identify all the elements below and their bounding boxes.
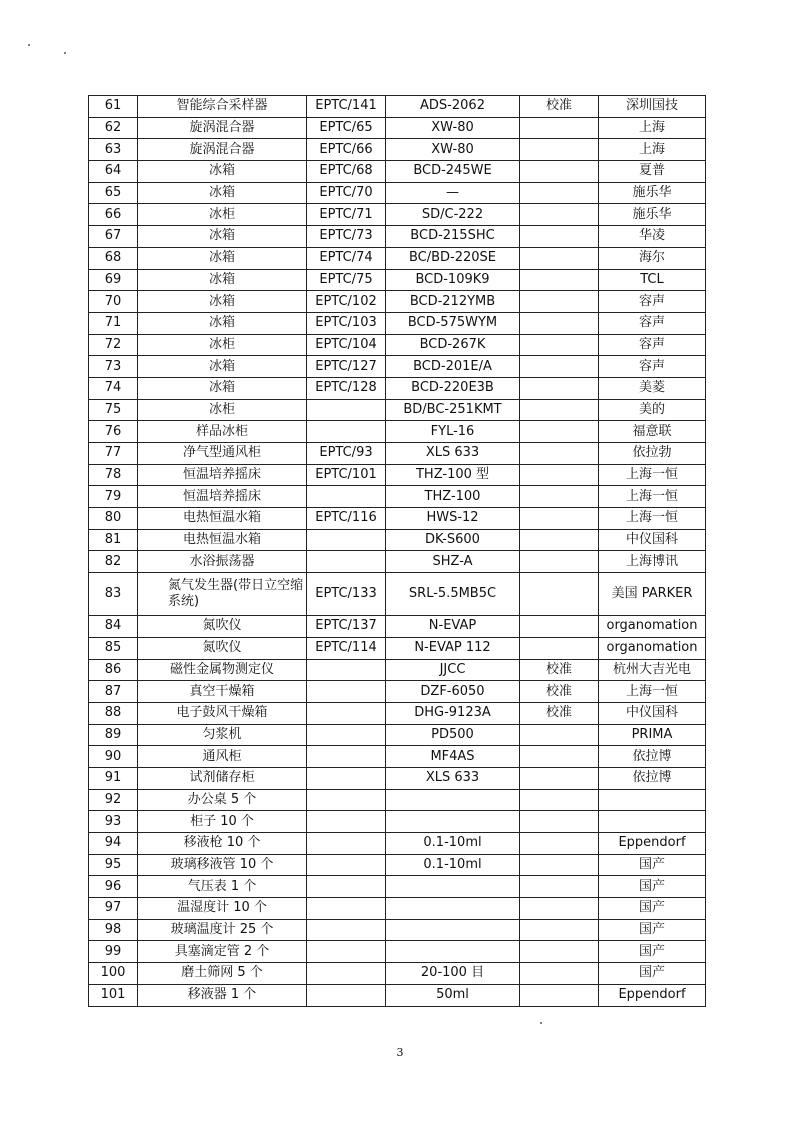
asset-code-cell [307,963,386,985]
model-cell: N-EVAP 112 [386,637,520,659]
asset-code-cell [307,702,386,724]
calibration-cell [520,356,599,378]
model-cell: ADS-2062 [386,96,520,118]
row-number-cell: 88 [89,702,138,724]
manufacturer-cell: 容声 [599,356,706,378]
asset-code-cell: EPTC/128 [307,377,386,399]
asset-code-cell [307,854,386,876]
row-number-cell: 95 [89,854,138,876]
calibration-cell [520,984,599,1006]
equipment-name-cell: 冰箱 [138,269,307,291]
equipment-name-cell: 冰箱 [138,356,307,378]
asset-code-cell: EPTC/127 [307,356,386,378]
calibration-cell: 校准 [520,96,599,118]
equipment-name-cell: 电热恒温水箱 [138,529,307,551]
row-number-cell: 76 [89,421,138,443]
calibration-cell [520,551,599,573]
manufacturer-cell: 上海一恒 [599,464,706,486]
calibration-cell [520,291,599,313]
model-cell: 0.1-10ml [386,833,520,855]
equipment-name-cell: 水浴振荡器 [138,551,307,573]
asset-code-cell [307,984,386,1006]
calibration-cell [520,789,599,811]
equipment-name-cell: 氮吹仪 [138,616,307,638]
calibration-cell [520,573,599,616]
model-cell [386,789,520,811]
equipment-name-cell: 冰箱 [138,226,307,248]
calibration-cell [520,963,599,985]
table-row [89,919,706,941]
table-row [89,616,706,638]
asset-code-cell: EPTC/75 [307,269,386,291]
manufacturer-cell: 容声 [599,334,706,356]
asset-code-cell: EPTC/74 [307,247,386,269]
asset-code-cell [307,789,386,811]
model-cell: BCD-245WE [386,161,520,183]
model-cell: BCD-109K9 [386,269,520,291]
table-row [89,161,706,183]
manufacturer-cell: 中仪国科 [599,702,706,724]
model-cell: BCD-212YMB [386,291,520,313]
equipment-name-cell: 试剂储存柜 [138,767,307,789]
asset-code-cell: EPTC/73 [307,226,386,248]
table-row [89,421,706,443]
manufacturer-cell: 依拉勃 [599,443,706,465]
calibration-cell [520,269,599,291]
table-row [89,508,706,530]
row-number-cell: 66 [89,204,138,226]
row-number-cell: 73 [89,356,138,378]
model-cell [386,876,520,898]
model-cell: SRL-5.5MB5C [386,573,520,616]
row-number-cell: 63 [89,139,138,161]
calibration-cell [520,833,599,855]
model-cell [386,898,520,920]
asset-code-cell: EPTC/68 [307,161,386,183]
model-cell: DHG-9123A [386,702,520,724]
row-number-cell: 75 [89,399,138,421]
table-row [89,898,706,920]
table-row [89,681,706,703]
model-cell: JJCC [386,659,520,681]
equipment-name-cell: 冰箱 [138,291,307,313]
model-cell: DK-S600 [386,529,520,551]
equipment-name-cell: 匀浆机 [138,724,307,746]
asset-code-cell [307,811,386,833]
calibration-cell [520,247,599,269]
row-number-cell: 78 [89,464,138,486]
row-number-cell: 80 [89,508,138,530]
equipment-name-cell: 办公桌 5 个 [138,789,307,811]
row-number-cell: 86 [89,659,138,681]
manufacturer-cell: Eppendorf [599,833,706,855]
equipment-name-cell: 氮吹仪 [138,637,307,659]
calibration-cell [520,941,599,963]
row-number-cell: 101 [89,984,138,1006]
table-row [89,96,706,118]
asset-code-cell: EPTC/102 [307,291,386,313]
row-number-cell: 65 [89,182,138,204]
table-row [89,854,706,876]
manufacturer-cell: 福意联 [599,421,706,443]
calibration-cell [520,377,599,399]
manufacturer-cell: 国产 [599,963,706,985]
asset-code-cell [307,919,386,941]
asset-code-cell [307,746,386,768]
asset-code-cell [307,724,386,746]
table-row [89,702,706,724]
row-number-cell: 87 [89,681,138,703]
calibration-cell [520,182,599,204]
row-number-cell: 81 [89,529,138,551]
table-row [89,139,706,161]
row-number-cell: 70 [89,291,138,313]
row-number-cell: 90 [89,746,138,768]
equipment-name-cell: 冰箱 [138,247,307,269]
table-row [89,984,706,1006]
model-cell: XLS 633 [386,443,520,465]
calibration-cell [520,443,599,465]
calibration-cell [520,898,599,920]
table-row [89,312,706,334]
scan-speck [64,52,66,54]
model-cell: THZ-100 型 [386,464,520,486]
manufacturer-cell: 施乐华 [599,182,706,204]
asset-code-cell [307,659,386,681]
manufacturer-cell: 深圳国技 [599,96,706,118]
asset-code-cell [307,941,386,963]
manufacturer-cell: 容声 [599,291,706,313]
model-cell: XW-80 [386,139,520,161]
model-cell: FYL-16 [386,421,520,443]
calibration-cell [520,919,599,941]
manufacturer-cell: PRIMA [599,724,706,746]
asset-code-cell [307,399,386,421]
calibration-cell [520,399,599,421]
asset-code-cell [307,681,386,703]
row-number-cell: 79 [89,486,138,508]
table-row [89,182,706,204]
equipment-name-cell: 氮气发生器(带日立空缩系统) [138,573,307,616]
table-row [89,529,706,551]
model-cell: N-EVAP [386,616,520,638]
calibration-cell [520,139,599,161]
equipment-table [88,95,706,1007]
table-row [89,247,706,269]
equipment-name-cell: 净气型通风柜 [138,443,307,465]
asset-code-cell: EPTC/137 [307,616,386,638]
table-row [89,464,706,486]
asset-code-cell [307,833,386,855]
calibration-cell [520,464,599,486]
manufacturer-cell: 依拉博 [599,746,706,768]
table-row [89,941,706,963]
model-cell: BCD-201E/A [386,356,520,378]
calibration-cell [520,508,599,530]
manufacturer-cell: 国产 [599,854,706,876]
table-row [89,833,706,855]
manufacturer-cell: 依拉博 [599,767,706,789]
calibration-cell: 校准 [520,659,599,681]
table-row [89,811,706,833]
manufacturer-cell: 国产 [599,898,706,920]
equipment-name-cell: 通风柜 [138,746,307,768]
manufacturer-cell: 容声 [599,312,706,334]
model-cell: 20-100 目 [386,963,520,985]
page-number: 3 [396,1046,404,1059]
model-cell [386,919,520,941]
model-cell: XLS 633 [386,767,520,789]
calibration-cell [520,204,599,226]
model-cell: BD/BC-251KMT [386,399,520,421]
equipment-name-cell: 智能综合采样器 [138,96,307,118]
manufacturer-cell: 华凌 [599,226,706,248]
table-row [89,789,706,811]
model-cell: SD/C-222 [386,204,520,226]
calibration-cell [520,226,599,248]
manufacturer-cell: 杭州大吉光电 [599,659,706,681]
table-row [89,963,706,985]
asset-code-cell: EPTC/141 [307,96,386,118]
equipment-name-cell: 冰柜 [138,399,307,421]
equipment-name-cell: 磁性金属物测定仪 [138,659,307,681]
manufacturer-cell: 美的 [599,399,706,421]
model-cell: — [386,182,520,204]
row-number-cell: 71 [89,312,138,334]
manufacturer-cell [599,811,706,833]
manufacturer-cell: 上海 [599,139,706,161]
model-cell: XW-80 [386,117,520,139]
manufacturer-cell: 国产 [599,876,706,898]
table-row [89,573,706,616]
model-cell: THZ-100 [386,486,520,508]
calibration-cell [520,616,599,638]
table-row [89,334,706,356]
calibration-cell [520,117,599,139]
row-number-cell: 89 [89,724,138,746]
manufacturer-cell [599,789,706,811]
equipment-name-cell: 玻璃移液管 10 个 [138,854,307,876]
model-cell: 50ml [386,984,520,1006]
model-cell: BCD-575WYM [386,312,520,334]
calibration-cell: 校准 [520,702,599,724]
calibration-cell: 校准 [520,681,599,703]
equipment-name-cell: 电子鼓风干燥箱 [138,702,307,724]
equipment-name-cell: 旋涡混合器 [138,139,307,161]
manufacturer-cell: 国产 [599,919,706,941]
asset-code-cell: EPTC/104 [307,334,386,356]
table-row [89,724,706,746]
asset-code-cell: EPTC/103 [307,312,386,334]
row-number-cell: 82 [89,551,138,573]
manufacturer-cell: organomation [599,616,706,638]
equipment-name-cell: 磨土筛网 5 个 [138,963,307,985]
asset-code-cell [307,551,386,573]
row-number-cell: 85 [89,637,138,659]
equipment-name-cell: 冰箱 [138,161,307,183]
row-number-cell: 93 [89,811,138,833]
table-row [89,486,706,508]
model-cell: BCD-267K [386,334,520,356]
row-number-cell: 69 [89,269,138,291]
manufacturer-cell: Eppendorf [599,984,706,1006]
calibration-cell [520,312,599,334]
calibration-cell [520,334,599,356]
model-cell: BCD-220E3B [386,377,520,399]
model-cell: 0.1-10ml [386,854,520,876]
manufacturer-cell: 上海一恒 [599,681,706,703]
manufacturer-cell: 施乐华 [599,204,706,226]
manufacturer-cell: 上海博讯 [599,551,706,573]
equipment-name-cell: 温湿度计 10 个 [138,898,307,920]
asset-code-cell: EPTC/70 [307,182,386,204]
equipment-name-cell: 冰箱 [138,312,307,334]
row-number-cell: 99 [89,941,138,963]
asset-code-cell: EPTC/133 [307,573,386,616]
row-number-cell: 91 [89,767,138,789]
model-cell [386,811,520,833]
row-number-cell: 67 [89,226,138,248]
equipment-name-cell: 冰柜 [138,204,307,226]
asset-code-cell: EPTC/116 [307,508,386,530]
table-row [89,659,706,681]
asset-code-cell [307,421,386,443]
model-cell: HWS-12 [386,508,520,530]
calibration-cell [520,637,599,659]
manufacturer-cell: organomation [599,637,706,659]
asset-code-cell [307,529,386,551]
row-number-cell: 61 [89,96,138,118]
model-cell: MF4AS [386,746,520,768]
equipment-name-cell: 冰箱 [138,377,307,399]
asset-code-cell [307,898,386,920]
row-number-cell: 83 [89,573,138,616]
calibration-cell [520,811,599,833]
manufacturer-cell: 海尔 [599,247,706,269]
table-row [89,767,706,789]
model-cell: SHZ-A [386,551,520,573]
manufacturer-cell: 夏普 [599,161,706,183]
table-row [89,876,706,898]
equipment-name-cell: 样品冰柜 [138,421,307,443]
row-number-cell: 96 [89,876,138,898]
row-number-cell: 100 [89,963,138,985]
equipment-name-cell: 移液枪 10 个 [138,833,307,855]
row-number-cell: 92 [89,789,138,811]
row-number-cell: 97 [89,898,138,920]
equipment-name-cell: 移液器 1 个 [138,984,307,1006]
asset-code-cell: EPTC/114 [307,637,386,659]
calibration-cell [520,529,599,551]
row-number-cell: 62 [89,117,138,139]
calibration-cell [520,854,599,876]
table-row [89,356,706,378]
equipment-name-cell: 具塞滴定管 2 个 [138,941,307,963]
equipment-name-cell: 冰柜 [138,334,307,356]
equipment-name-cell: 电热恒温水箱 [138,508,307,530]
row-number-cell: 98 [89,919,138,941]
calibration-cell [520,486,599,508]
calibration-cell [520,161,599,183]
manufacturer-cell: 中仪国科 [599,529,706,551]
table-row [89,443,706,465]
asset-code-cell [307,876,386,898]
model-cell: PD500 [386,724,520,746]
equipment-name-cell: 玻璃温度计 25 个 [138,919,307,941]
row-number-cell: 77 [89,443,138,465]
row-number-cell: 64 [89,161,138,183]
calibration-cell [520,767,599,789]
equipment-name-cell: 真空干燥箱 [138,681,307,703]
asset-code-cell: EPTC/65 [307,117,386,139]
row-number-cell: 74 [89,377,138,399]
equipment-name-cell: 冰箱 [138,182,307,204]
scan-speck [540,1022,542,1024]
model-cell: BCD-215SHC [386,226,520,248]
asset-code-cell: EPTC/101 [307,464,386,486]
table-row [89,746,706,768]
manufacturer-cell: 国产 [599,941,706,963]
table-row [89,637,706,659]
scan-speck [28,44,30,46]
calibration-cell [520,746,599,768]
table-row [89,269,706,291]
manufacturer-cell: 上海一恒 [599,486,706,508]
asset-code-cell: EPTC/66 [307,139,386,161]
manufacturer-cell: TCL [599,269,706,291]
table-row [89,551,706,573]
row-number-cell: 68 [89,247,138,269]
table-row [89,226,706,248]
asset-code-cell: EPTC/93 [307,443,386,465]
equipment-name-cell: 恒温培养摇床 [138,486,307,508]
asset-code-cell [307,486,386,508]
table-row [89,291,706,313]
model-cell: DZF-6050 [386,681,520,703]
table-row [89,377,706,399]
model-cell: BC/BD-220SE [386,247,520,269]
asset-code-cell [307,767,386,789]
table-row [89,117,706,139]
row-number-cell: 84 [89,616,138,638]
model-cell [386,941,520,963]
table-row [89,204,706,226]
asset-code-cell: EPTC/71 [307,204,386,226]
calibration-cell [520,876,599,898]
manufacturer-cell: 上海 [599,117,706,139]
calibration-cell [520,724,599,746]
equipment-name-cell: 旋涡混合器 [138,117,307,139]
equipment-name-cell: 恒温培养摇床 [138,464,307,486]
manufacturer-cell: 美菱 [599,377,706,399]
manufacturer-cell: 美国 PARKER [599,573,706,616]
calibration-cell [520,421,599,443]
equipment-name-cell: 气压表 1 个 [138,876,307,898]
table-row [89,399,706,421]
manufacturer-cell: 上海一恒 [599,508,706,530]
row-number-cell: 94 [89,833,138,855]
equipment-name-cell: 柜子 10 个 [138,811,307,833]
row-number-cell: 72 [89,334,138,356]
